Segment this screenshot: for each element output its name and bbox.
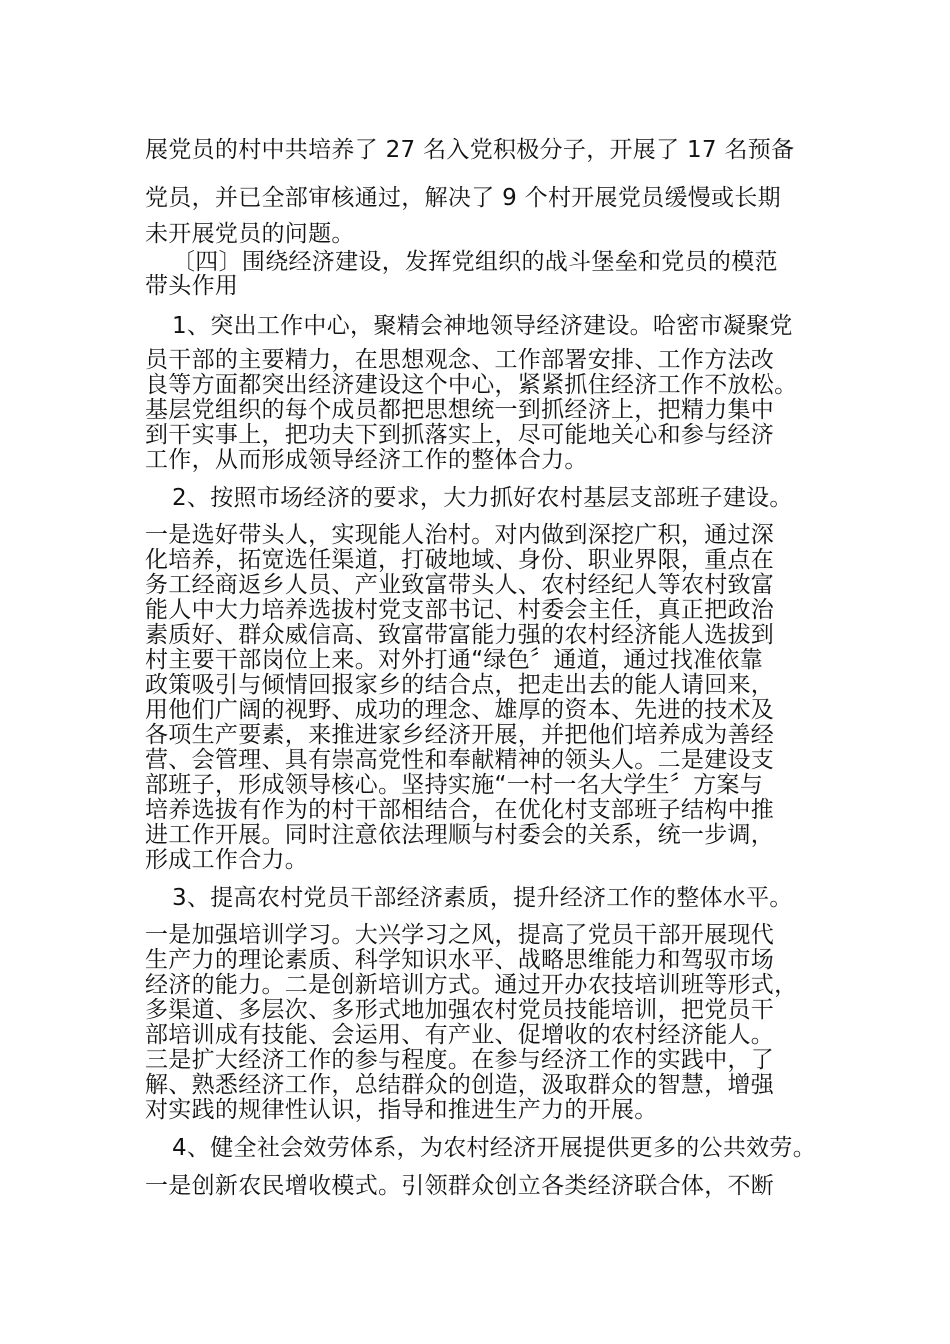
section-heading-continued: 带头作用 xyxy=(145,273,239,299)
text-line: 一是加强培训学习。大兴学习之风，提高了党员干部开展现代 xyxy=(145,922,775,948)
text-line: 务工经商返乡人员、产业致富带头人、农村经纪人等农村致富 xyxy=(145,572,775,598)
text-line: 用他们广阔的视野、成功的理念、雄厚的资本、先进的技术及 xyxy=(145,697,775,723)
text-line: 经济的能力。二是创新培训方式。通过开办农技培训班等形式， xyxy=(145,972,798,998)
text-line: 化培养，拓宽选任渠道，打破地域、身份、职业界限，重点在 xyxy=(145,547,775,573)
text-line: 进工作开展。同时注意依法理顺与村委会的关系，统一步调， xyxy=(145,822,775,848)
text-line: 各项生产要素，来推进家乡经济开展，并把他们培养成为善经 xyxy=(145,722,775,748)
text-line: 到干实事上，把功夫下到抓落实上，尽可能地关心和参与经济 xyxy=(145,422,775,448)
text-line: 村主要干部岗位上来。对外打通“绿色〞通道，通过找准依靠 xyxy=(145,647,764,673)
text-line: 能人中大力培养选拔村党支部书记、村委会主任，真正把政治 xyxy=(145,597,775,623)
text-line: 生产力的理论素质、科学知识水平、战略思维能力和驾驭市场 xyxy=(145,947,775,973)
text-line: 培养选拔有作为的村干部相结合，在优化村支部班子结构中推 xyxy=(145,797,775,823)
text-line: 素质好、群众威信高、致富带富能力强的农村经济能人选拔到 xyxy=(145,622,775,648)
item-heading: 3、提高农村党员干部经济素质，提升经济工作的整体水平。 xyxy=(172,885,793,911)
text-line: 多渠道、多层次、多形式地加强农村党员技能培训，把党员干 xyxy=(145,997,775,1023)
text-line: 工作，从而形成领导经济工作的整体合力。 xyxy=(145,447,588,473)
text-line: 解、熟悉经济工作，总结群众的创造，汲取群众的智慧，增强 xyxy=(145,1072,775,1098)
section-heading: 〔四〕围绕经济建设，发挥党组织的战斗堡垒和党员的模范 xyxy=(172,249,778,275)
text-line: 良等方面都突出经济建设这个中心，紧紧抓住经济工作不放松。 xyxy=(145,372,798,398)
text-line: 基层党组织的每个成员都把思想统一到抓经济上，把精力集中 xyxy=(145,397,775,423)
text-line: 三是扩大经济工作的参与程度。在参与经济工作的实践中，了 xyxy=(145,1047,775,1073)
item-heading: 1、突出工作中心，聚精会神地领导经济建设。哈密市凝聚党 xyxy=(172,313,793,339)
text-line: 对实践的规律性认识，指导和推进生产力的开展。 xyxy=(145,1097,658,1123)
text-line: 部班子，形成领导核心。坚持实施“一村一名大学生〞方案与 xyxy=(145,772,764,798)
text-line: 员干部的主要精力，在思想观念、工作部署安排、工作方法改 xyxy=(145,347,775,373)
text-line: 党员，并已全部审核通过，解决了 9 个村开展党员缓慢或长期 xyxy=(145,185,781,211)
text-line: 政策吸引与倾情回报家乡的结合点，把走出去的能人请回来， xyxy=(145,672,775,698)
text-line: 一是选好带头人，实现能人治村。对内做到深挖广积，通过深 xyxy=(145,522,775,548)
text-line: 一是创新农民增收模式。引领群众创立各类经济联合体，不断 xyxy=(145,1173,775,1199)
text-line: 未开展党员的问题。 xyxy=(145,221,355,247)
text-line: 展党员的村中共培养了 27 名入党积极分子，开展了 17 名预备 xyxy=(145,137,795,163)
item-heading: 4、健全社会效劳体系，为农村经济开展提供更多的公共效劳。 xyxy=(172,1135,817,1161)
text-line: 部培训成有技能、会运用、有产业、促增收的农村经济能人。 xyxy=(145,1022,775,1048)
text-line: 形成工作合力。 xyxy=(145,847,309,873)
text-line: 营、会管理、具有崇高党性和奉献精神的领头人。二是建设支 xyxy=(145,747,775,773)
item-heading: 2、按照市场经济的要求，大力抓好农村基层支部班子建设。 xyxy=(172,485,793,511)
